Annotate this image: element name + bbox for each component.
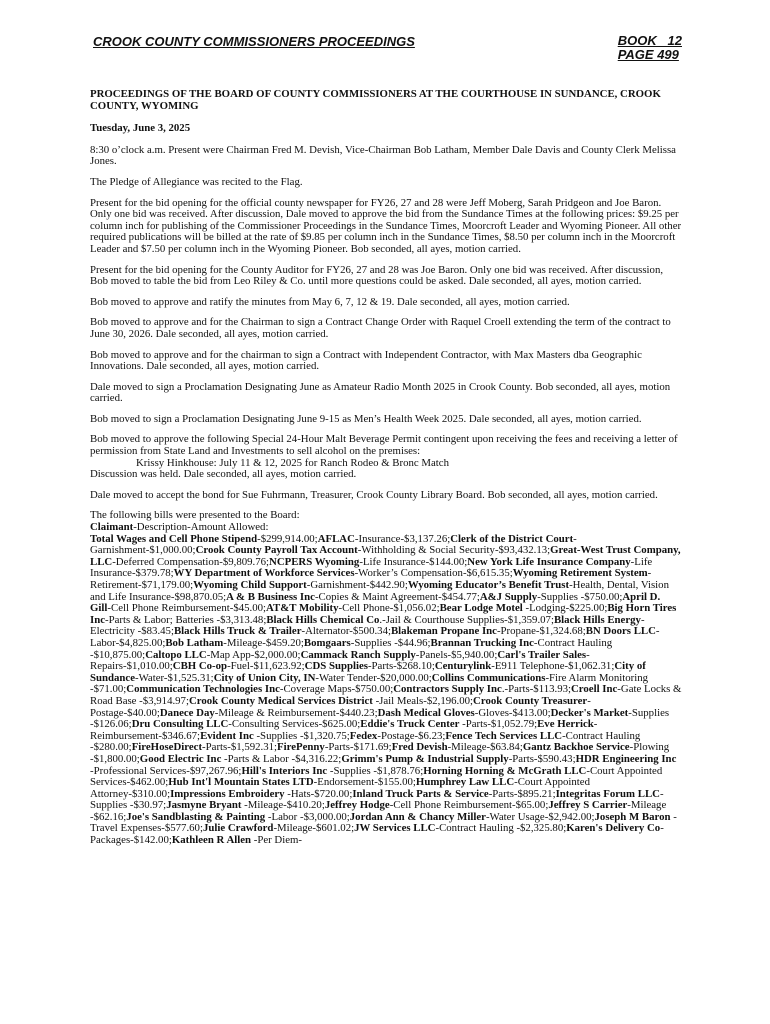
- bill-description-amount: -Parts-$171.69;: [324, 741, 392, 754]
- bill-entry: [172, 834, 302, 846]
- bill-entry: [301, 649, 498, 661]
- bill-claimant: Dru Consulting LLC: [131, 718, 229, 731]
- bill-description-amount: -Fire Alarm Monitoring -$71.00;: [90, 671, 649, 696]
- bill-claimant: Jeffrey Hodge: [324, 799, 390, 812]
- bill-claimant: JW Services LLC: [354, 822, 436, 835]
- bill-claimant: Karen's Delivery Co: [566, 822, 661, 835]
- bill-entry: [350, 811, 595, 823]
- bill-claimant: Wyoming Educator’s Benefit Trust: [407, 579, 570, 591]
- bill-claimant: WY Department of Workforce Services: [173, 567, 355, 580]
- bill-description-amount: -Parts-$590.43;: [508, 752, 576, 765]
- bill-entry: [378, 707, 551, 719]
- bills-header-label: Claimant: [90, 521, 134, 534]
- bill-entry: [435, 660, 615, 672]
- bill-entry: [391, 625, 586, 637]
- bill-description-amount: -Mileage-$459.20;: [223, 636, 304, 649]
- bill-claimant: Crook County Medical Services District: [188, 694, 373, 707]
- bill-description-amount: -Withholding & Social Security-$93,432.13;: [357, 544, 551, 557]
- bill-entry: [203, 822, 354, 834]
- bill-entry: [269, 556, 467, 568]
- bill-description-amount: -Coverage Maps-$750.00;: [279, 683, 394, 696]
- bill-description-amount: -Life Insurance-$379.78;: [90, 555, 653, 580]
- bill-claimant: Black Hills Truck & Trailer: [173, 625, 302, 638]
- document-page: [90, 34, 682, 847]
- bill-entry: [174, 567, 513, 579]
- bill-description-amount: -Hats-$720.00;: [284, 787, 353, 800]
- bill-description-amount: -Gloves-$413.00;: [474, 706, 551, 719]
- bill-description-amount: -E911 Telephone-$1,062.31;: [491, 660, 615, 673]
- paragraph-malt-permit: [90, 434, 682, 480]
- bill-description-amount: -Electricity -$83.45;: [90, 613, 645, 638]
- bill-claimant: Black Hills Energy: [553, 613, 641, 626]
- bill-entry: [168, 776, 416, 788]
- bill-entry: [196, 544, 551, 556]
- bill-description-amount: -Plowing -$1,800.00;: [90, 741, 670, 765]
- bill-claimant: Cammack Ranch Supply: [300, 648, 416, 661]
- bill-entry: [214, 672, 432, 684]
- bill-entry: [352, 788, 555, 800]
- bill-entry: [132, 718, 361, 730]
- paragraph-newspaper-bid: Present for the bid opening for the official county newspaper for FY26, 27 and 28 were Jeff Moberg, Sarah Pridgeon and Joe Baron. Only one bid was received. After discussion, Dale moved to approve the bid from the Sundance Times at the following prices: $9.25 per column inch for publishing of the Commissioner Proceedings in the Sundance Times, Moorcroft Leader and Wyoming Pioneer. All other required publications will be billed at the rate of $9.85 per column inch in the Sundance Times, $8.50 per column inch in the Moorcroft Leader and $7.50 per column inch in the Wyoming Pioneer. Bob seconded, all ayes, motion carried.: [90, 196, 682, 255]
- bill-claimant: Joseph M Baron: [594, 810, 671, 823]
- bill-claimant: Inland Truck Parts & Service: [352, 787, 489, 800]
- bill-claimant: City of Sundance: [90, 660, 646, 684]
- bill-entry: [393, 683, 571, 695]
- bill-claimant: Crook County Treasurer: [473, 694, 588, 707]
- bill-entry: [200, 730, 350, 742]
- bill-entry: [304, 637, 431, 649]
- malt-permit-result: Discussion was held. Dale seconded, all ayes, motion carried.: [90, 468, 357, 481]
- bill-description-amount: .-Parts-$113.93;: [501, 683, 571, 696]
- bill-description-amount: -Map App-$2,000.00;: [206, 648, 301, 661]
- bill-description-amount: -Copies & Maint Agreement-$454.77;: [314, 590, 480, 603]
- bill-entry: [480, 591, 623, 603]
- bill-claimant: Eve Herrick: [537, 718, 594, 731]
- bill-description-amount: -Panels-$5,940.00;: [415, 648, 498, 661]
- bill-entry: [341, 753, 575, 765]
- bill-entry: [277, 741, 392, 753]
- bill-description-amount: -Supplies -$44.96;: [350, 636, 431, 649]
- bill-entry: [266, 602, 440, 614]
- bill-description-amount: -Court Appointed Services-$462.00;: [90, 764, 663, 789]
- bill-description-amount: -Deferred Compensation-$9,809.76;: [112, 555, 270, 568]
- bill-claimant: A & B Business Inc: [226, 590, 315, 603]
- bill-claimant: Wyoming Retirement System: [512, 567, 648, 580]
- bill-claimant: Good Electric Inc: [139, 752, 222, 765]
- bill-entry: [126, 811, 349, 823]
- paragraph-change-order: Bob moved to approve and for the Chairman to sign a Contract Change Order with Raquel Croell extending the term of the contract to June 30, 2026. Dale seconded, all ayes, motion carried.: [90, 316, 671, 340]
- bill-description-amount: -Contract Hauling -$280.00;: [90, 729, 641, 754]
- bill-description-amount: -Postage-$6.23;: [377, 729, 446, 742]
- bill-claimant: Eddie's Truck Center: [360, 718, 460, 731]
- bill-claimant: Total Wages and Cell Phone Stipend: [90, 532, 258, 545]
- bill-description-amount: -Labor -$3,000.00;: [265, 810, 350, 823]
- bill-claimant: FireHoseDirect: [131, 741, 203, 754]
- bill-claimant: Jordan Ann & Chancy Miller: [349, 810, 486, 823]
- bill-description-amount: -Mileage-$601.02;: [273, 822, 355, 835]
- bill-claimant: Communication Technologies Inc: [126, 683, 280, 696]
- document-heading: PROCEEDINGS OF THE BOARD OF COUNTY COMMISSIONERS AT THE COURTHOUSE IN SUNDANCE, CROOK COUNTY, WYOMING: [90, 88, 661, 112]
- bill-entry: [193, 579, 408, 591]
- bill-description-amount: -Jail Meals-$2,196.00;: [372, 694, 474, 707]
- bill-description-amount: -Propane-$1,324.68;: [496, 625, 586, 638]
- bill-claimant: Big Horn Tires Inc: [90, 602, 677, 626]
- bill-claimant: A&J Supply: [479, 590, 538, 603]
- bill-claimant: Wyoming Child Support: [193, 579, 307, 591]
- bill-entry: [354, 822, 566, 834]
- paragraph-pledge: The Pledge of Allegiance was recited to the Flag.: [90, 175, 303, 188]
- bill-entry: [165, 637, 304, 649]
- bill-claimant: Humphrey Law LLC: [415, 776, 515, 789]
- bill-claimant: Brannan Trucking Inc: [430, 636, 534, 649]
- bill-entry: [440, 602, 608, 614]
- bills-section: [90, 510, 682, 846]
- bill-description-amount: -Parts-$268.10;: [367, 660, 435, 673]
- bill-description-amount: -Supplies -$1,878.76;: [327, 764, 424, 777]
- bill-claimant: NCPERS Wyoming: [269, 555, 360, 568]
- bill-claimant: Carl's Trailer Sales: [497, 648, 587, 661]
- bill-description-amount: -Retirement-$71,179.00;: [90, 567, 652, 591]
- bill-description-amount: -Cell Phone-$1,056.02;: [338, 602, 440, 615]
- bill-entry: [140, 753, 342, 765]
- bill-description-amount: -Lodging-$225.00;: [522, 602, 608, 615]
- bill-claimant: Caltopo LLC: [145, 648, 207, 661]
- bill-claimant: Julie Crawford: [202, 822, 274, 835]
- bill-claimant: AFLAC: [317, 532, 355, 545]
- bill-description-amount: -Professional Services-$97,267.96;: [90, 764, 242, 777]
- bill-claimant: Fence Tech Services LLC: [445, 729, 563, 742]
- bill-claimant: Centurylink: [434, 660, 492, 673]
- bill-claimant: Great-West Trust Company, LLC: [90, 544, 681, 568]
- bill-entry: [166, 799, 325, 811]
- bill-description-amount: -Court Appointed Attorney-$310.00;: [90, 776, 590, 800]
- paragraph-bond: Dale moved to accept the bond for Sue Fuhrmann, Treasurer, Crook County Library Board. Bob seconded, all ayes, motion carried.: [90, 488, 658, 501]
- bill-entry: [318, 533, 451, 545]
- paragraph-mens-health: Bob moved to sign a Proclamation Designating June 9-15 as Men’s Health Week 2025. Dale seconded, all ayes, motion carried.: [90, 412, 642, 425]
- bill-description-amount: -Cell Phone Reimbursement-$45.00;: [107, 602, 267, 615]
- bill-description-amount: -Contract Hauling -$10,875.00;: [90, 636, 613, 661]
- bill-claimant: CDS Supplies: [304, 660, 368, 673]
- bill-description-amount: -Parts-$1,052.79;: [459, 718, 538, 731]
- page-number: PAGE 499: [617, 47, 679, 62]
- bill-entry: [145, 649, 300, 661]
- bill-entry: [173, 660, 305, 672]
- paragraph-attendance: 8:30 o’clock a.m. Present were Chairman Fred M. Devish, Vice-Chairman Bob Latham, Member Dale Davis and County Clerk Melissa Jones.: [90, 143, 676, 168]
- bill-description-amount: -Per Diem-: [251, 834, 303, 847]
- bill-entry: [305, 660, 435, 672]
- document-body: [90, 89, 682, 847]
- bill-description-amount: -Garnishment-$442.90;: [306, 579, 408, 591]
- bill-description-amount: -Labor-$4,825.00;: [90, 625, 660, 649]
- bill-description-amount: -Gate Locks & Road Base -$3,914.97;: [90, 683, 682, 707]
- bill-description-amount: -Contract Hauling -$2,325.80;: [435, 822, 567, 835]
- bill-entry: [189, 695, 473, 707]
- bill-description-amount: -Parts-$895.21;: [488, 787, 556, 800]
- bill-description-amount: -Water-$1,525.31;: [135, 671, 214, 684]
- bill-description-amount: -Water Tender-$20,000.00;: [315, 671, 432, 684]
- bill-claimant: Horning Horning & McGrath LLC: [423, 764, 587, 777]
- bill-description-amount: -Health, Dental, Vision and Life Insurance-$98,870.05;: [90, 579, 669, 603]
- bill-description-amount: -Water Usage-$2,942.00;: [485, 810, 595, 823]
- bill-claimant: Black Hills Chemical Co: [266, 613, 380, 626]
- bill-entry: [226, 591, 480, 603]
- bill-entry: [360, 718, 537, 730]
- bill-description-amount: -Reimbursement-$346.67;: [90, 718, 598, 742]
- bill-claimant: Fred Devish: [391, 741, 448, 754]
- bill-entry: [160, 707, 378, 719]
- bill-description-amount: -Garnishment-$1,000.00;: [90, 532, 577, 557]
- bill-claimant: Gantz Backhoe Service: [522, 741, 630, 754]
- bill-claimant: April D. Gill: [90, 590, 661, 615]
- bill-claimant: HDR Engineering Inc: [575, 752, 677, 765]
- bill-claimant: Impressions Embroidery: [170, 787, 285, 800]
- bill-description-amount: -Worker’s Compensation-$6,615.35;: [354, 567, 513, 580]
- bill-description-amount: -Travel Expenses-$577.60;: [90, 810, 677, 835]
- bill-description-amount: -Endorsement-$155.00;: [313, 776, 416, 789]
- bill-entry: [170, 788, 352, 800]
- bill-claimant: Dash Medical Gloves: [377, 706, 475, 719]
- bill-description-amount: -Postage-$40.00;: [90, 694, 591, 719]
- header-title: CROOK COUNTY COMMISSIONERS PROCEEDINGS: [93, 34, 415, 49]
- bill-claimant: Bear Lodge Motel: [439, 602, 523, 615]
- book-number: BOOK 12: [617, 33, 682, 48]
- bill-entry: [266, 614, 554, 626]
- bills-intro: The following bills were presented to the Board:: [90, 509, 300, 522]
- bill-description-amount: -Parts & Labor -$4,316.22;: [221, 752, 342, 765]
- bill-claimant: Collins Communications: [431, 671, 546, 684]
- bill-claimant: Joe's Sandblasting & Painting: [126, 810, 266, 823]
- bill-claimant: Hill's Interiors Inc: [241, 764, 328, 777]
- bill-description-amount: -Repairs-$1,010.00;: [90, 648, 590, 673]
- bill-claimant: Crook County Payroll Tax Account: [195, 544, 358, 557]
- meeting-date: Tuesday, June 3, 2025: [90, 122, 191, 135]
- bill-claimant: Hub Int'l Mountain States LTD: [168, 776, 314, 789]
- book-page-ref: [618, 34, 682, 62]
- bill-claimant: Jasmyne Bryant: [166, 799, 242, 812]
- bill-description-amount: -Insurance-$3,137.26;: [354, 532, 451, 545]
- bill-description-amount: -Supplies -$30.97;: [90, 787, 664, 812]
- page-header: [90, 34, 682, 62]
- bill-description-amount: -Supplies -$750.00;: [537, 590, 623, 603]
- bill-description-amount: -Mileage -$62.16;: [90, 799, 667, 823]
- bill-claimant: Jeffrey S Carrier: [548, 799, 628, 812]
- bill-description-amount: -Supplies -$1,320.75;: [253, 729, 350, 742]
- bill-claimant: Blakeman Propane Inc: [390, 625, 497, 638]
- bill-entry: [174, 625, 391, 637]
- bill-description-amount: -Supplies -$126.06;: [90, 706, 670, 731]
- bill-claimant: Bomgaars: [303, 636, 351, 649]
- malt-permit-text: Bob moved to approve the following Special 24-Hour Malt Beverage Permit contingent upon receiving the fees and receiving a letter of permission from State Land and Investments to sell alcohol on the premises:: [90, 433, 678, 458]
- bill-entry: [325, 799, 549, 811]
- bill-entry: [350, 730, 446, 742]
- bill-description-amount: -Mileage & Reimbursement-$440.23;: [214, 706, 378, 719]
- bill-description-amount: -Life Insurance-$144.00;: [359, 555, 468, 568]
- bill-claimant: City of Union City, IN: [213, 671, 316, 684]
- bill-claimant: Bob Latham: [165, 636, 224, 649]
- paragraph-radio-month: Dale moved to sign a Proclamation Designating June as Amateur Radio Month 2025 in Crook County. Bob seconded, all ayes, motion carried.: [90, 380, 671, 405]
- bill-description-amount: -Parts-$1,592.31;: [202, 741, 278, 754]
- bill-description-amount: .-Jail & Courthouse Supplies-$1,359.07;: [379, 613, 554, 626]
- bill-description-amount: -Packages-$142.00;: [90, 822, 664, 847]
- bill-claimant: Clerk of the District Court: [450, 532, 574, 545]
- bill-entry: [90, 533, 318, 545]
- bill-claimant: Danece Day: [159, 706, 215, 719]
- bill-entry: [132, 741, 277, 753]
- bill-claimant: New York Life Insurance Company: [467, 555, 631, 568]
- bill-description-amount: -$299,914.00;: [257, 532, 318, 545]
- paragraph-auditor-bid: Present for the bid opening for the County Auditor for FY26, 27 and 28 was Joe Baron. Only one bid was received. After discussion, Bob moved to table the bid from Leo Riley & Co. until more questions could be asked. Dale seconded, all ayes, motion carried.: [90, 263, 664, 288]
- bill-description-amount: -Mileage-$63.84;: [447, 741, 523, 754]
- paragraph-contract: Bob moved to approve and for the chairman to sign a Contract with Independent Contractor, with Max Masters dba Geographic Innovations. Dale seconded, all ayes, motion carried.: [90, 348, 642, 373]
- bill-claimant: Croell Inc: [571, 683, 618, 696]
- bill-description-amount: -Cell Phone Reimbursement-$65.00;: [389, 799, 549, 812]
- bill-entry: [241, 765, 423, 777]
- bills-list: [90, 533, 681, 846]
- bill-claimant: CBH Co-op: [172, 660, 228, 673]
- bill-entry: [126, 683, 393, 695]
- bill-claimant: Fedex: [349, 729, 378, 742]
- bill-description-amount: -Alternator-$500.34;: [301, 625, 391, 638]
- bill-description-amount: -Fuel-$11,623.92;: [227, 660, 305, 673]
- bill-claimant: FirePenny: [277, 741, 325, 754]
- bill-description-amount: -Parts & Labor; Batteries -$3,313.48;: [105, 613, 267, 626]
- bill-claimant: Grimm's Pump & Industrial Supply: [341, 752, 509, 765]
- bill-claimant: AT&T Mobility: [266, 602, 339, 615]
- bill-description-amount: -Consulting Services-$625.00;: [228, 718, 361, 731]
- bill-claimant: Kathleen R Allen: [171, 834, 252, 847]
- bills-header-rest: -Description-Amount Allowed:: [133, 521, 269, 534]
- bill-claimant: BN Doors LLC: [585, 625, 656, 638]
- bill-claimant: Contractors Supply Inc: [393, 683, 502, 696]
- malt-permit-entry: Krissy Hinkhouse: July 11 & 12, 2025 for Ranch Rodeo & Bronc Match: [136, 456, 449, 469]
- bill-description-amount: -Mileage-$410.20;: [241, 799, 325, 812]
- paragraph-minutes: Bob moved to approve and ratify the minutes from May 6, 7, 12 & 19. Dale seconded, all ayes, motion carried.: [90, 295, 570, 308]
- bill-claimant: Evident Inc: [200, 729, 254, 742]
- bill-entry: [392, 741, 523, 753]
- bill-claimant: Integritas Forum LLC: [555, 787, 660, 800]
- bill-claimant: Decker's Market: [550, 706, 629, 719]
